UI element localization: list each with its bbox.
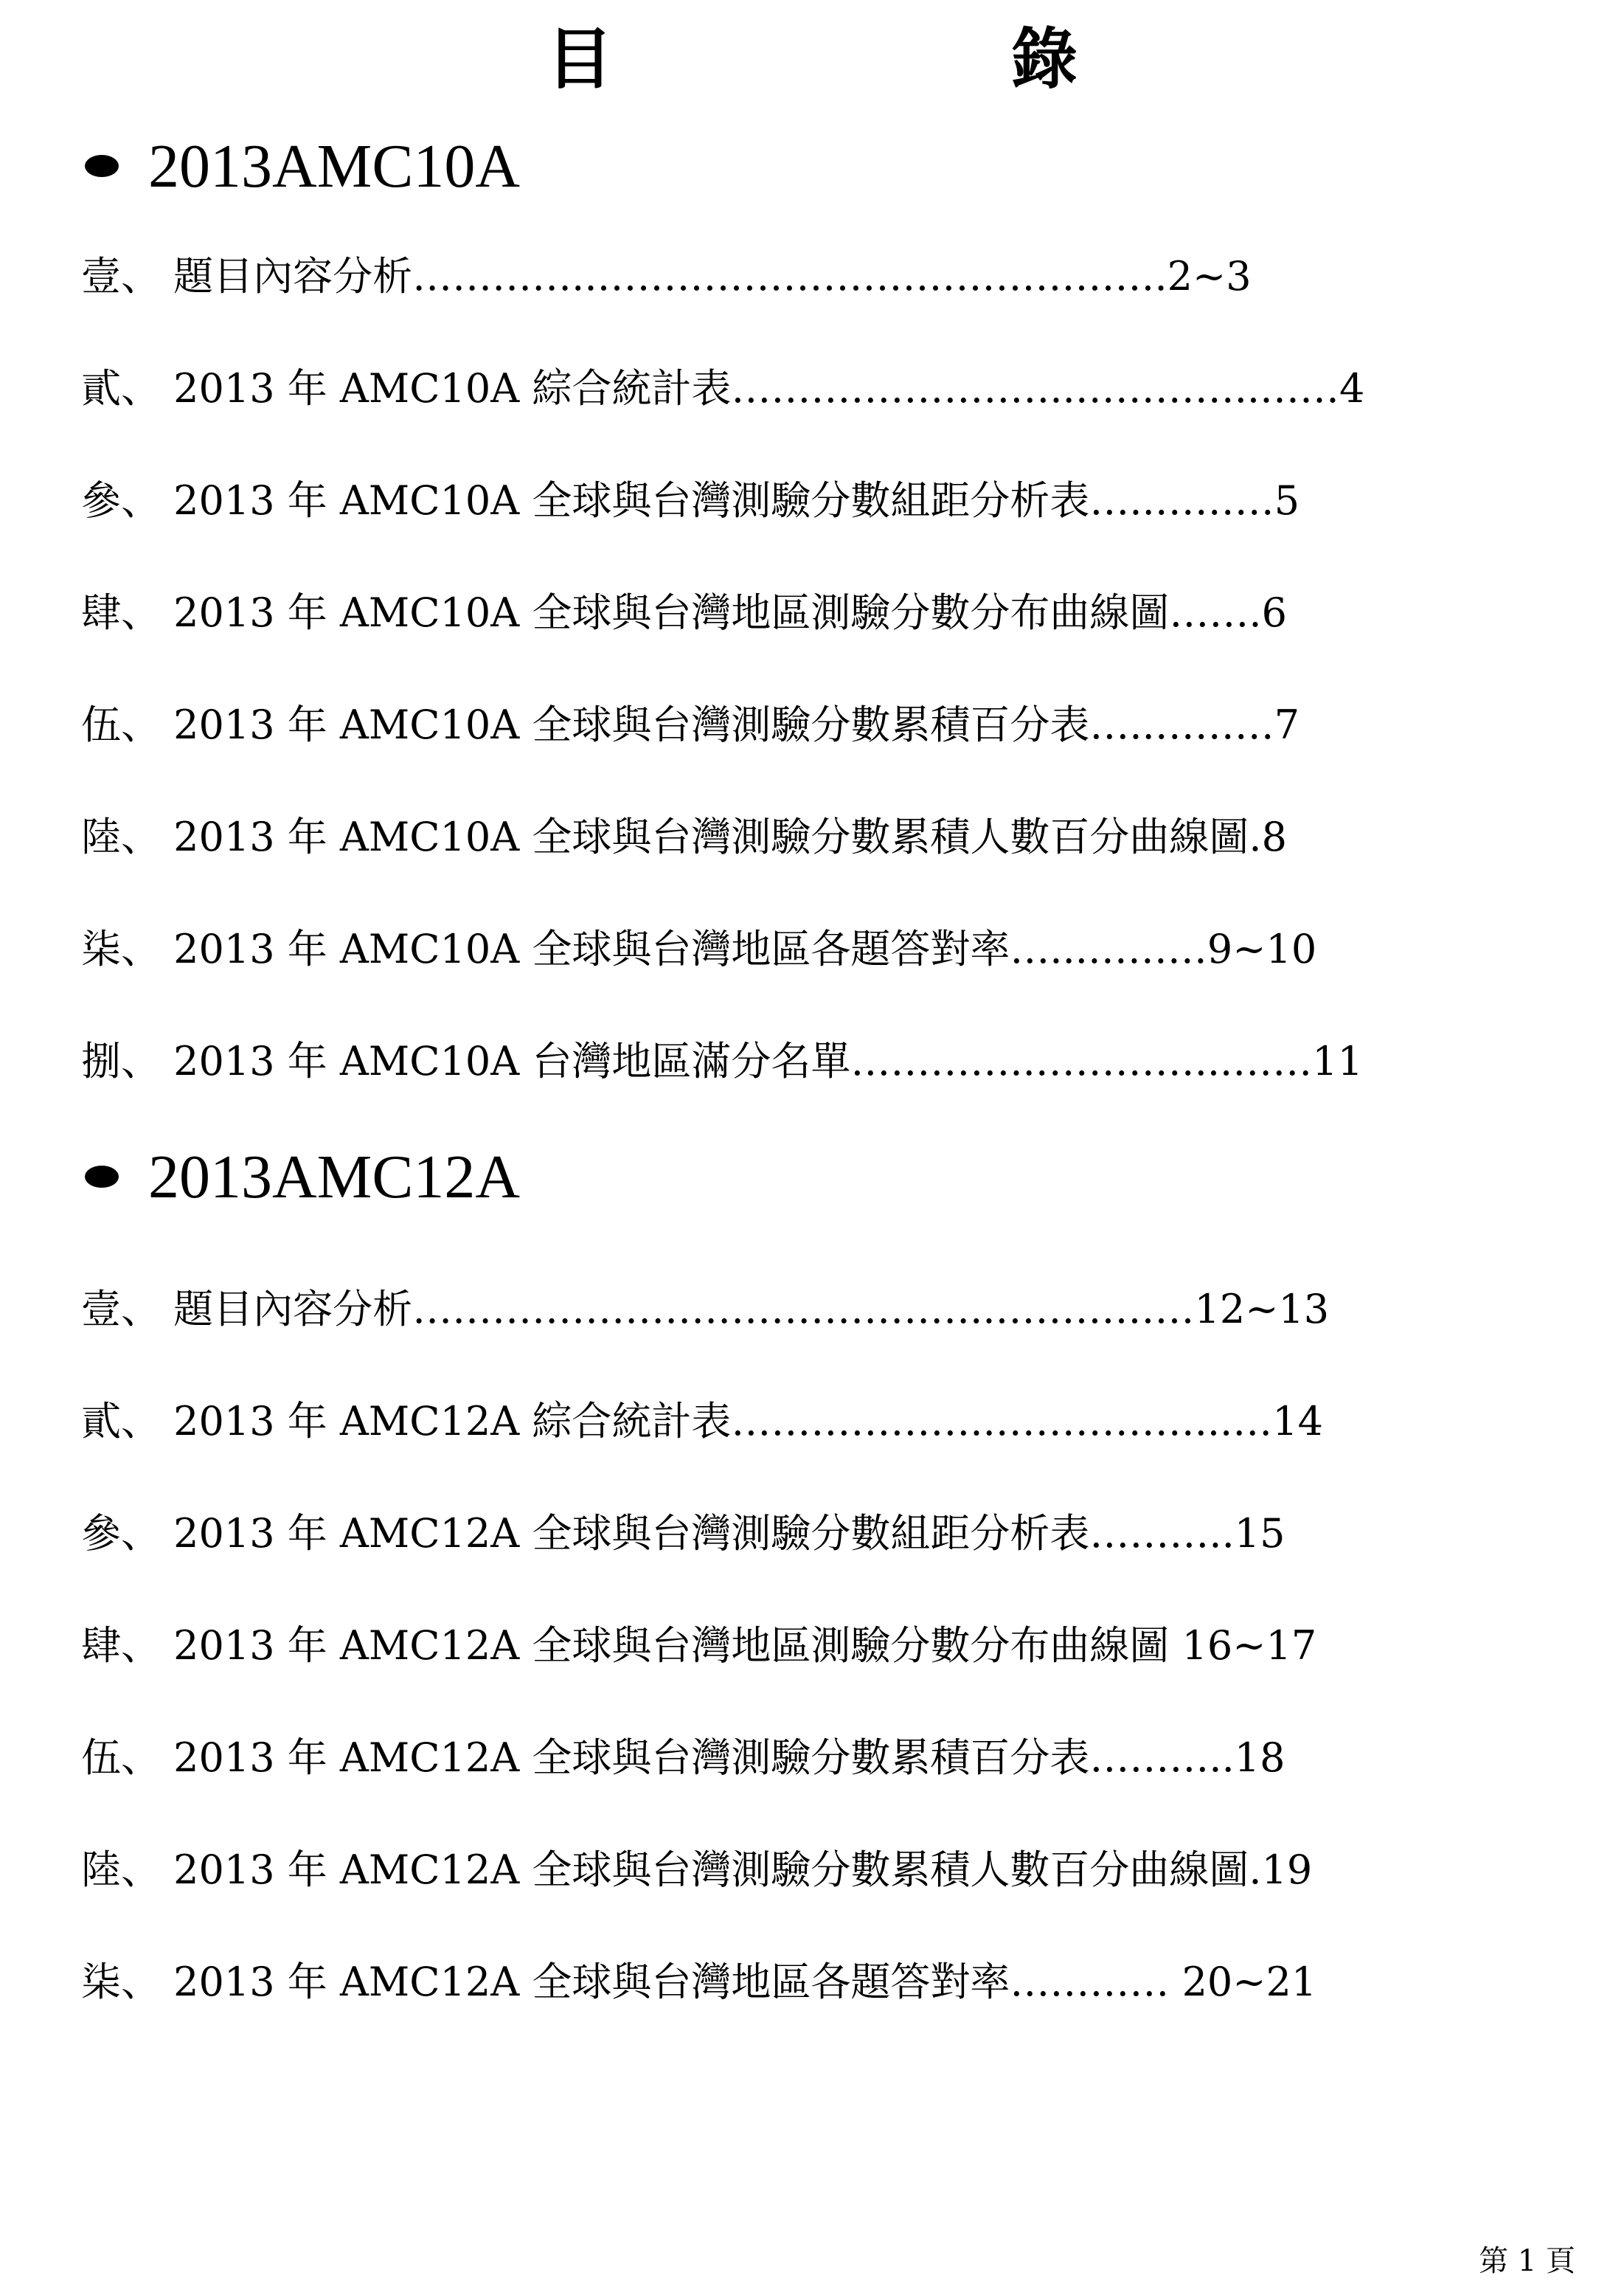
bullet-icon bbox=[85, 1166, 119, 1188]
toc-entry-text: 肆、 2013 年 AMC10A 全球與台灣地區測驗分數分布曲線圖…….6 bbox=[81, 589, 1287, 636]
toc-entry-text: 壹、 題目內容分析……………………………………..……………12~13 bbox=[81, 1286, 1330, 1332]
toc-entry[interactable] bbox=[81, 916, 1556, 983]
section-heading-amc12a bbox=[85, 1136, 520, 1217]
toc-entry[interactable] bbox=[81, 1725, 1556, 1791]
toc-entry[interactable] bbox=[81, 468, 1556, 534]
section-heading-label: 2013AMC12A bbox=[148, 1142, 521, 1211]
toc-entry-text: 壹、 題目內容分析…………..…………………………………….2~3 bbox=[81, 253, 1252, 300]
toc-entry-text: 陸、 2013 年 AMC12A 全球與台灣測驗分數累積人數百分曲線圖.19 bbox=[81, 1847, 1313, 1893]
page-title: 目 錄 bbox=[546, 20, 1166, 98]
toc-entry[interactable] bbox=[81, 243, 1556, 310]
toc-entry-text: 捌、 2013 年 AMC10A 台灣地區滿分名單…………..…………...……11 bbox=[81, 1038, 1363, 1084]
toc-entry-text: 陸、 2013 年 AMC10A 全球與台灣測驗分數累積人數百分曲線圖.8 bbox=[81, 814, 1287, 860]
section-heading-amc10a bbox=[85, 125, 520, 207]
toc-entry[interactable] bbox=[81, 804, 1556, 871]
toc-entry-text: 伍、 2013 年 AMC10A 全球與台灣測驗分數累積百分表…..………7 bbox=[81, 702, 1300, 748]
section-heading-label: 2013AMC10A bbox=[148, 131, 521, 201]
toc-entry-text: 肆、 2013 年 AMC12A 全球與台灣地區測驗分數分布曲線圖 16~17 bbox=[81, 1622, 1317, 1669]
toc-entry-text: 參、 2013 年 AMC12A 全球與台灣測驗分數組距分析表………..15 bbox=[81, 1510, 1285, 1557]
toc-entry[interactable] bbox=[81, 1949, 1556, 2015]
toc-entry-text: 貳、 2013 年 AMC10A 綜合統計表……………………..…………..……4 bbox=[81, 365, 1365, 412]
toc-entry[interactable] bbox=[81, 1028, 1556, 1095]
toc-entry[interactable] bbox=[81, 580, 1556, 646]
toc-entry[interactable] bbox=[81, 356, 1556, 422]
bullet-icon bbox=[85, 155, 119, 177]
toc-entry-text: 貳、 2013 年 AMC12A 綜合統計表………………..……………...…14 bbox=[81, 1398, 1323, 1444]
toc-entry[interactable] bbox=[81, 1501, 1556, 1567]
toc-entry-text: 柒、 2013 年 AMC12A 全球與台灣地區各題答對率………… 20~21 bbox=[81, 1959, 1317, 2005]
toc-entry[interactable] bbox=[81, 1613, 1556, 1679]
toc-entry[interactable] bbox=[81, 1276, 1556, 1343]
page-number: 第 1 頁 bbox=[1479, 2244, 1575, 2278]
toc-entry-text: 伍、 2013 年 AMC12A 全球與台灣測驗分數累積百分表………..18 bbox=[81, 1734, 1285, 1781]
toc-entry[interactable] bbox=[81, 692, 1556, 758]
toc-entry[interactable] bbox=[81, 1388, 1556, 1455]
toc-entry-text: 柒、 2013 年 AMC10A 全球與台灣地區各題答對率…...………9~10 bbox=[81, 926, 1317, 972]
toc-entry[interactable] bbox=[81, 1837, 1556, 1903]
toc-entry-text: 參、 2013 年 AMC10A 全球與台灣測驗分數組距分析表…..………5 bbox=[81, 477, 1300, 524]
